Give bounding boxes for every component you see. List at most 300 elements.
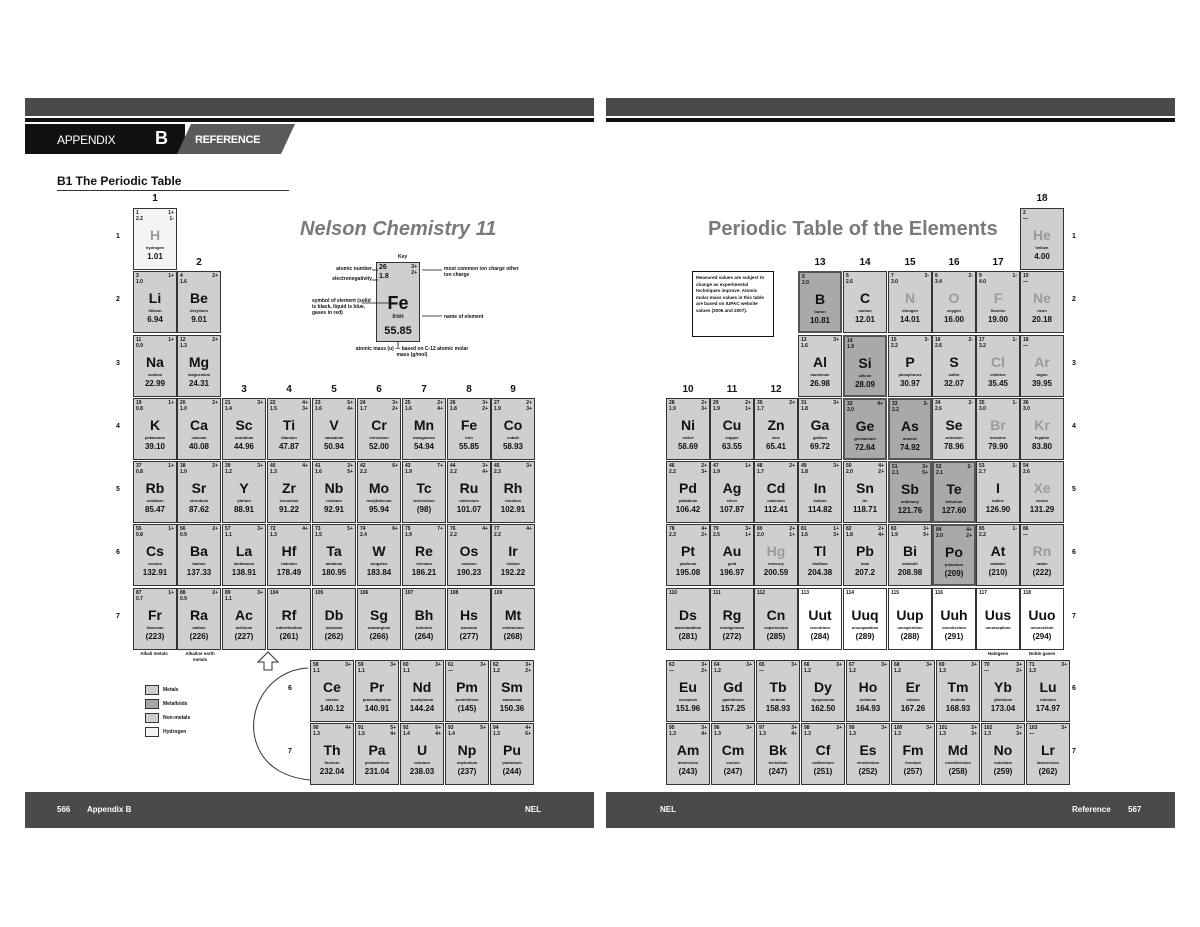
element-cell-he (1020, 208, 1064, 270)
element-cell-am (666, 723, 710, 785)
electronegativity: 1.1 (403, 668, 410, 674)
atomic-number: 94 (493, 725, 499, 731)
element-name: selenium (945, 435, 963, 440)
electronegativity: 1.4 (225, 406, 232, 412)
element-cell-o (932, 271, 976, 333)
element-name: californium (812, 760, 834, 765)
legend-swatch-nonmetals (145, 713, 159, 723)
element-cell-ba (177, 524, 221, 586)
element-symbol: Sr (191, 480, 207, 496)
ion-charge: 4+ (302, 526, 308, 532)
electronegativity: 1.9 (405, 532, 412, 538)
atomic-number: 10 (1023, 273, 1029, 279)
atomic-mass: (98) (416, 505, 432, 514)
element-name: protactinium (364, 760, 390, 765)
ion-charge: 3+ (390, 662, 396, 668)
atomic-number: 48 (757, 463, 763, 469)
element-symbol: Ti (282, 417, 296, 433)
element-name: nickel (682, 435, 694, 440)
element-cell-xe (1020, 461, 1064, 523)
electronegativity: 1.7 (360, 406, 367, 412)
element-cell-w (357, 524, 401, 586)
atomic-mass: 126.90 (985, 505, 1011, 514)
atomic-mass: 74.92 (899, 443, 921, 452)
element-name: nobelium (994, 760, 1012, 765)
element-symbol: Ta (326, 543, 342, 559)
element-name: cerium (325, 697, 339, 702)
element-symbol: K (149, 417, 161, 433)
key-symbol-label: symbol of element (solid is black, liquid is blue, gases in red) (312, 298, 371, 316)
element-cell-be (177, 271, 221, 333)
atomic-number: 72 (270, 526, 276, 532)
element-name: copernicium (764, 625, 788, 630)
atomic-number: 9 (979, 273, 982, 279)
element-name: americium (677, 760, 698, 765)
period-number-right-4: 4 (1072, 423, 1076, 430)
atomic-mass: 6.94 (147, 315, 163, 324)
element-name: meitnerium (502, 625, 524, 630)
ion-charge: 4+ (526, 526, 532, 532)
element-symbol: Cu (722, 417, 742, 433)
electronegativity: 2.2 (669, 469, 676, 475)
element-symbol: Eu (679, 679, 697, 695)
element-cell-ta (312, 524, 356, 586)
ion-charge: 2- (968, 273, 973, 279)
ion-charge: 1+ (168, 590, 174, 596)
electronegativity: 2.4 (360, 532, 367, 538)
element-name: ununoctium (1030, 625, 1054, 630)
element-symbol: P (905, 354, 915, 370)
electronegativity: 1.6 (315, 406, 322, 412)
atomic-number: 79 (713, 526, 719, 532)
element-name: dysprosium (811, 697, 835, 702)
element-symbol: Pm (456, 679, 478, 695)
element-name: carbon (858, 308, 872, 313)
group-number-7: 7 (421, 384, 427, 395)
electronegativity: 1.6 (801, 532, 808, 538)
appendix-tab (25, 124, 275, 154)
atomic-mass: (268) (503, 632, 523, 641)
atomic-number: 111 (713, 590, 721, 596)
group-number-4: 4 (286, 384, 292, 395)
key-atomic-number-label: atomic number (336, 266, 372, 272)
element-symbol: S (949, 354, 959, 370)
element-symbol: Bh (414, 607, 434, 623)
atomic-number: 97 (759, 725, 765, 731)
ion-charge: 3- (924, 273, 929, 279)
group-number-13: 13 (814, 257, 826, 268)
element-symbol: Xe (1033, 480, 1051, 496)
element-name: uranium (414, 760, 430, 765)
element-name: plutonium (502, 760, 522, 765)
atomic-mass: (258) (948, 767, 968, 776)
element-cell-ce (310, 660, 354, 722)
element-symbol: Cs (146, 543, 164, 559)
atomic-mass: (291) (944, 632, 964, 641)
electronegativity: — (448, 668, 453, 674)
element-name: krypton (1034, 435, 1050, 440)
left-footer (25, 792, 594, 828)
element-name: terbium (770, 697, 786, 702)
element-cell-in (798, 461, 842, 523)
element-name: curium (726, 760, 740, 765)
element-symbol: Te (946, 481, 962, 497)
element-cell-tl (798, 524, 842, 586)
element-cell-sc (222, 398, 266, 460)
element-symbol: Zn (767, 417, 785, 433)
atomic-mass: 72.64 (854, 443, 876, 452)
atomic-number: 53 (979, 463, 985, 469)
group-number-2: 2 (196, 257, 202, 268)
element-symbol: Md (947, 742, 969, 758)
element-symbol: Mt (504, 607, 522, 623)
atomic-number: 44 (450, 463, 456, 469)
period-number-left-8: 6 (288, 685, 292, 692)
electronegativity: 1.9 (891, 532, 898, 538)
electronegativity: 3.0 (1023, 406, 1030, 412)
atomic-number: 92 (403, 725, 409, 731)
atomic-mass: 208.98 (897, 568, 923, 577)
element-symbol: Ag (722, 480, 742, 496)
atomic-number: 60 (403, 662, 409, 668)
element-symbol: Ne (1033, 290, 1051, 306)
element-name: lead (860, 561, 869, 566)
element-symbol: V (329, 417, 339, 433)
element-symbol: F (993, 290, 1003, 306)
atomic-number: 57 (225, 526, 231, 532)
atomic-mass: 63.55 (721, 442, 743, 451)
atomic-mass: 4.00 (1034, 252, 1050, 261)
atomic-number: 8 (935, 273, 938, 279)
electronegativity: 1.9 (669, 406, 676, 412)
element-symbol: Dy (814, 679, 832, 695)
ion-charge: 2+ 1+ (745, 400, 751, 412)
element-cell-s (932, 335, 976, 397)
ion-charge: 3+ 5+ (923, 526, 929, 538)
atomic-mass: (223) (145, 632, 165, 641)
electronegativity: 1.3 (493, 731, 500, 737)
electronegativity: 1.5 (315, 532, 322, 538)
electronegativity: 2.2 (494, 532, 501, 538)
right-footer-code: NEL (660, 805, 676, 814)
atomic-mass: (285) (766, 632, 786, 641)
element-symbol: Np (457, 742, 477, 758)
element-cell-ds (666, 588, 710, 650)
element-cell-rf (267, 588, 311, 650)
element-symbol: Sg (370, 607, 388, 623)
atomic-number: 2 (1023, 210, 1026, 216)
element-symbol: Br (990, 417, 1006, 433)
appendix-letter: B (155, 128, 168, 148)
element-symbol: Uus (984, 607, 1012, 623)
element-symbol: Fe (460, 417, 478, 433)
period-number-left-2: 2 (116, 296, 120, 303)
ion-charge: 3+ 4+ (482, 463, 488, 475)
atomic-mass: 50.94 (323, 442, 345, 451)
atomic-number: 12 (180, 337, 186, 343)
ion-charge: 3+ 5+ (347, 463, 353, 475)
element-symbol: Sb (901, 481, 919, 497)
element-cell-ru (447, 461, 491, 523)
ion-charge: 1+ (168, 400, 174, 406)
element-cell-hs (447, 588, 491, 650)
atomic-number: 23 (315, 400, 321, 406)
electronegativity: 1.6 (801, 343, 808, 349)
element-symbol: Ru (459, 480, 479, 496)
ion-charge: 3+ (971, 662, 977, 668)
atomic-number: 52 (936, 464, 942, 470)
atomic-mass: (294) (1032, 632, 1052, 641)
electronegativity: 1.3 (270, 532, 277, 538)
element-symbol: Mo (368, 480, 390, 496)
electronegativity: 0.7 (136, 596, 143, 602)
element-name: fluorine (990, 308, 1006, 313)
atomic-mass: 207.2 (854, 568, 876, 577)
family-label-noble: Noble gases (1028, 651, 1056, 656)
electronegativity: 2.0 (757, 532, 764, 538)
ion-charge: 3- (924, 337, 929, 343)
element-name: palladium (678, 498, 698, 503)
atomic-mass: 30.97 (899, 379, 921, 388)
group-number-12: 12 (770, 384, 782, 395)
atomic-mass: 192.22 (500, 568, 526, 577)
element-cell-br (976, 398, 1020, 460)
element-name: calcium (191, 435, 207, 440)
electronegativity: 1.2 (849, 668, 856, 674)
element-name: tantalum (325, 561, 343, 566)
element-cell-co (491, 398, 535, 460)
atomic-number: 86 (1023, 526, 1029, 532)
atomic-number: 118 (1023, 590, 1032, 596)
atomic-number: 84 (936, 527, 942, 533)
element-symbol: Rg (722, 607, 742, 623)
ion-charge: 2+ 3+ (701, 463, 707, 475)
atomic-number: 64 (714, 662, 720, 668)
ion-charge: 3+ 1+ (745, 526, 751, 538)
element-cell-v (312, 398, 356, 460)
ion-charge: 2+ (789, 463, 795, 469)
atomic-mass: 69.72 (809, 442, 831, 451)
electronegativity: 1.3 (939, 731, 946, 737)
atomic-mass: (243) (678, 767, 698, 776)
atomic-mass: (222) (1032, 568, 1052, 577)
element-symbol: Pd (679, 480, 697, 496)
atomic-number: 75 (405, 526, 411, 532)
atomic-mass: (257) (903, 767, 923, 776)
atomic-mass: 83.80 (1031, 442, 1053, 451)
ion-charge: 4+ (877, 401, 883, 407)
electronegativity: 2.0 (847, 407, 854, 413)
right-header-rule (606, 118, 1175, 122)
electronegativity: 1.9 (847, 344, 854, 350)
group-number-5: 5 (331, 384, 337, 395)
element-symbol: Po (945, 544, 963, 560)
element-symbol: Ir (508, 543, 518, 559)
element-symbol: Au (722, 543, 742, 559)
element-cell-bk (756, 723, 800, 785)
right-page-number: 567 (1128, 805, 1142, 814)
atomic-mass: 52.00 (368, 442, 390, 451)
ion-charge: 3+ 2+ (1016, 662, 1022, 674)
element-name: gallium (812, 435, 827, 440)
element-cell-pr (355, 660, 399, 722)
element-name: molybdenum (366, 498, 392, 503)
element-cell-au (710, 524, 754, 586)
atomic-mass: 88.91 (233, 505, 255, 514)
electronegativity: — (1023, 343, 1028, 349)
atomic-number: 101 (939, 725, 948, 731)
element-cell-pd (666, 461, 710, 523)
atomic-number: 31 (801, 400, 807, 406)
electronegativity: 0.9 (180, 596, 187, 602)
ion-charge: 2+ (212, 463, 218, 469)
atomic-number: 18 (1023, 337, 1029, 343)
element-name: zirconium (279, 498, 299, 503)
element-cell-kr (1020, 398, 1064, 460)
atomic-number: 113 (801, 590, 810, 596)
atomic-mass: (244) (502, 767, 522, 776)
element-name: tellurium (945, 499, 963, 504)
element-cell-rn (1020, 524, 1064, 586)
element-symbol: In (813, 480, 827, 496)
atomic-number: 66 (804, 662, 810, 668)
ion-charge: 2+ 3+ (1016, 725, 1022, 737)
atomic-number: 106 (360, 590, 369, 596)
atomic-number: 114 (846, 590, 855, 596)
atomic-mass: (272) (722, 632, 742, 641)
element-cell-sn (843, 461, 887, 523)
family-label-halogens: Halogens (987, 651, 1009, 656)
element-name: silicon (858, 373, 872, 378)
ion-charge: 1+ (168, 526, 174, 532)
atomic-mass: 39.10 (144, 442, 166, 451)
element-cell-ac (222, 588, 266, 650)
element-name: technetium (413, 498, 435, 503)
element-name: holmium (859, 697, 877, 702)
electronegativity: 1.8 (846, 532, 853, 538)
element-cell-lr (1026, 723, 1070, 785)
atomic-number: 99 (849, 725, 855, 731)
electronegativity: 2.2 (360, 469, 367, 475)
ion-charge: 3+ (926, 725, 932, 731)
element-cell-fr (133, 588, 177, 650)
element-name: arsenic (902, 436, 917, 441)
electronegativity: 1.3 (313, 731, 320, 737)
atomic-number: 17 (979, 337, 985, 343)
element-name: yttrium (237, 498, 251, 503)
atomic-mass: (251) (813, 767, 833, 776)
ion-charge: 1- (1012, 337, 1017, 343)
group-number-1: 1 (152, 193, 158, 204)
element-cell-lu (1026, 660, 1070, 722)
period-number-right-3: 3 (1072, 360, 1076, 367)
element-cell-no (981, 723, 1025, 785)
element-name: cadmium (767, 498, 785, 503)
atomic-mass: 168.93 (945, 704, 971, 713)
atomic-number: 83 (891, 526, 897, 532)
element-cell-c (843, 271, 887, 333)
electronegativity: 1.3 (714, 731, 721, 737)
family-label-alkaline: Alkaline earth metals (185, 651, 215, 662)
ion-charge: 2+ 3+ (971, 725, 977, 737)
element-name: seaborgium (367, 625, 391, 630)
atomic-number: 22 (270, 400, 276, 406)
right-header-band (606, 98, 1175, 116)
ion-charge: 1+ (168, 273, 174, 279)
atomic-number: 89 (225, 590, 231, 596)
atomic-number: 14 (847, 338, 853, 344)
atomic-number: 73 (315, 526, 321, 532)
element-name: antimony (901, 499, 919, 504)
atomic-mass: 151.96 (675, 704, 701, 713)
atomic-number: 43 (405, 463, 411, 469)
ion-charge: 3+ (833, 400, 839, 406)
element-cell-y (222, 461, 266, 523)
ion-charge: 3+ (1061, 662, 1067, 668)
element-name: ununpentium (897, 625, 923, 630)
atomic-mass: 107.87 (719, 505, 745, 514)
electronegativity: — (669, 668, 674, 674)
element-cell-sg (357, 588, 401, 650)
atomic-number: 91 (358, 725, 364, 731)
atomic-number: 39 (225, 463, 231, 469)
element-cell-md (936, 723, 980, 785)
atomic-mass: (259) (993, 767, 1013, 776)
electronegativity: 1.8 (801, 469, 808, 475)
atomic-mass: 150.36 (499, 704, 525, 713)
atomic-number: 56 (180, 526, 186, 532)
atomic-number: 37 (136, 463, 142, 469)
atomic-mass: 190.23 (456, 568, 482, 577)
group-number-6: 6 (376, 384, 382, 395)
element-cell-nd (400, 660, 444, 722)
element-symbol: Ga (810, 417, 830, 433)
atomic-mass: 174.97 (1035, 704, 1061, 713)
element-symbol: Th (323, 742, 341, 758)
element-cell-cf (801, 723, 845, 785)
ion-charge: 5+ 4+ (347, 400, 353, 412)
electronegativity: 2.5 (713, 532, 720, 538)
atomic-mass: (210) (988, 568, 1008, 577)
element-name: bismuth (902, 561, 918, 566)
atomic-mass: 178.49 (276, 568, 302, 577)
element-name: ununtrium (810, 625, 830, 630)
atomic-mass: 26.98 (809, 379, 831, 388)
atomic-number: 47 (713, 463, 719, 469)
atomic-mass: 85.47 (144, 505, 166, 514)
element-name: xenon (1036, 498, 1048, 503)
electronegativity: 0.8 (136, 469, 143, 475)
electronegativity: 2.1 (936, 470, 943, 476)
ion-charge: 3- (923, 401, 928, 407)
electronegativity: 1.7 (757, 406, 764, 412)
element-cell-te (932, 461, 976, 523)
atomic-number: 29 (713, 400, 719, 406)
element-symbol: Rn (1032, 543, 1052, 559)
element-name: niobium (326, 498, 342, 503)
atomic-mass: 19.00 (987, 315, 1009, 324)
atomic-number: 49 (801, 463, 807, 469)
ion-charge: 2+ 3+ (526, 400, 532, 412)
ion-charge: 5+ 4+ (390, 725, 396, 737)
atomic-mass: (284) (810, 632, 830, 641)
legend-label-metalloids: Metalloids (163, 701, 188, 707)
atomic-number: 102 (984, 725, 993, 731)
ion-charge: 2+ 1+ (789, 526, 795, 538)
ion-charge: 3+ 2+ (392, 400, 398, 412)
atomic-number: 26 (450, 400, 456, 406)
legend-swatch-hydrogen (145, 727, 159, 737)
